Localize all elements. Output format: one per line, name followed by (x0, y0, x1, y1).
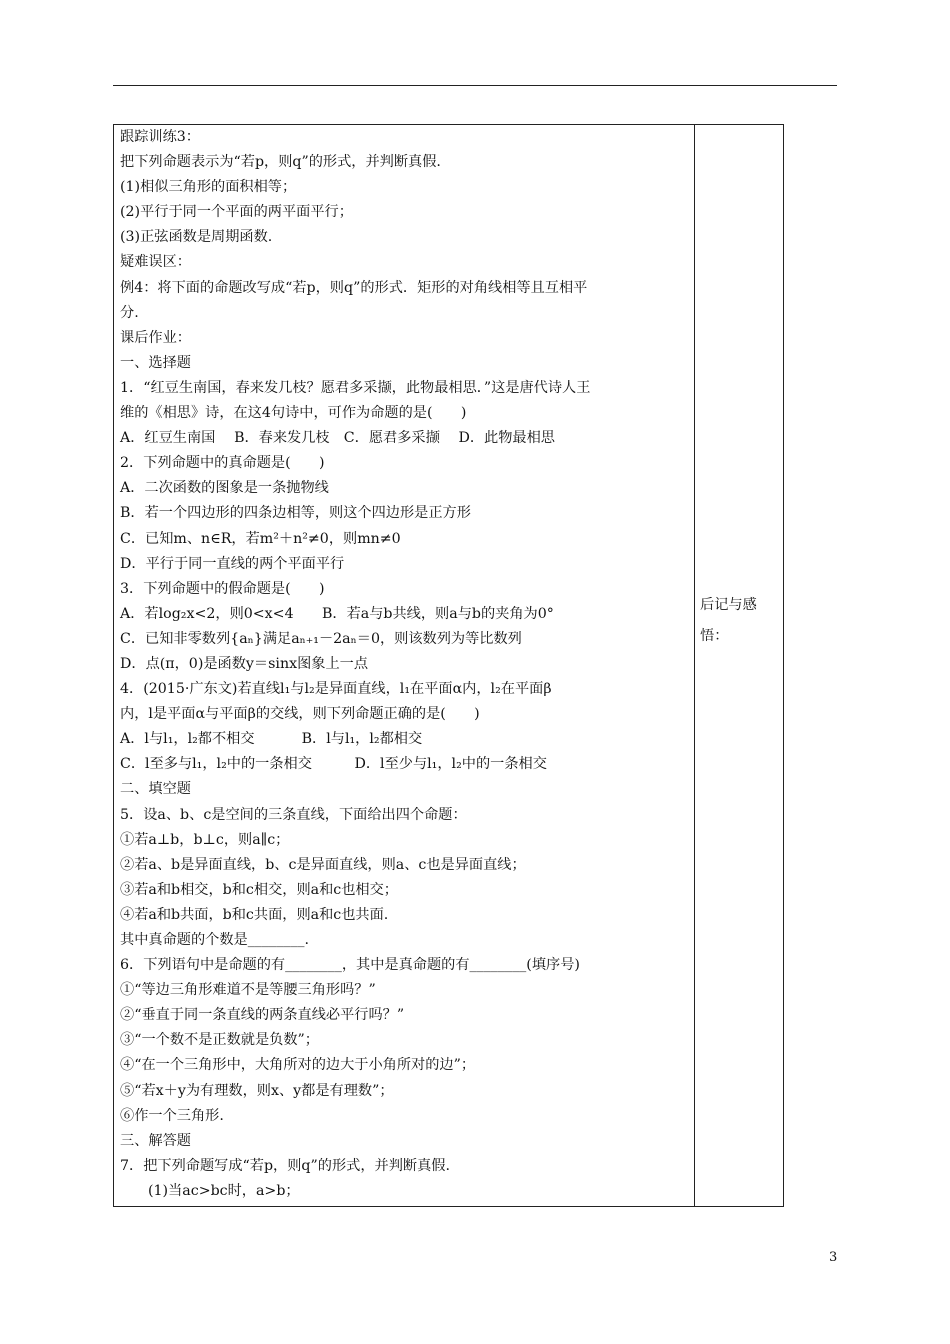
text-line: (3)正弦函数是周期函数. (120, 229, 273, 246)
proposition-item: ②“垂直于同一条直线的两条直线必平行吗？” (120, 1007, 405, 1024)
question-text: 3．下列命题中的假命题是( ) (120, 580, 325, 597)
proposition-item: ⑥作一个三角形. (120, 1107, 224, 1124)
page-number: 3 (829, 1250, 838, 1265)
proposition-item: ⑤“若x＋y为有理数，则x、y都是有理数”； (120, 1082, 394, 1099)
text-line: 分. (120, 304, 139, 321)
answer-options: A．l与l₁，l₂都不相交 B．l与l₁，l₂都相交 (120, 731, 423, 748)
main-column (120, 125, 690, 1204)
side-note: 后记与感悟： (700, 597, 757, 644)
text-line: (2)平行于同一个平面的两平面平行； (120, 204, 353, 221)
question-text: 4．(2015·广东文)若直线l₁与l₂是异面直线，l₁在平面α内，l₂在平面β (120, 681, 552, 698)
answer-options: A．若log₂x<2，则0<x<4 B．若a与b共线，则a与b的夹角为0° (120, 605, 554, 622)
column-divider (694, 124, 695, 1207)
text-line: 例4：将下面的命题改写成“若p，则q”的形式．矩形的对角线相等且互相平 (120, 279, 588, 296)
header-rule (113, 85, 837, 86)
proposition-item: ③“一个数不是正数就是负数”； (120, 1032, 319, 1049)
section-heading: 二、填空题 (120, 781, 191, 798)
text-line: 课后作业： (120, 329, 191, 346)
answer-option: D．平行于同一直线的两个平面平行 (120, 555, 345, 572)
text-line: 把下列命题表示为“若p，则q”的形式，并判断真假. (120, 154, 441, 171)
proposition-item: ②若a、b是异面直线，b、c是异面直线，则a、c也是异面直线； (120, 856, 526, 873)
answer-option: A．二次函数的图象是一条抛物线 (120, 480, 329, 497)
answer-option: D．点(π，0)是函数y＝sinx图象上一点 (120, 655, 369, 672)
question-text: 6．下列语句中是命题的有________，其中是真命题的有________(填序号) (120, 957, 580, 974)
answer-options: A．红豆生南国 B．春来发几枝 C．愿君多采撷 D．此物最相思 (120, 430, 555, 447)
answer-option: C．已知m、n∈R，若m²＋n²≠0，则mn≠0 (120, 530, 401, 547)
proposition-item: ④“在一个三角形中，大角所对的边大于小角所对的边”； (120, 1057, 476, 1074)
answer-options: C．l至多与l₁，l₂中的一条相交 D．l至少与l₁，l₂中的一条相交 (120, 756, 547, 773)
section-heading: 三、解答题 (120, 1132, 191, 1149)
proposition-item: ③若a和b相交，b和c相交，则a和c也相交； (120, 881, 398, 898)
question-text: 2．下列命题中的真命题是( ) (120, 455, 325, 472)
text-line: 跟踪训练3： (120, 129, 200, 145)
question-subitem: (1)当ac>bc时，a>b； (148, 1182, 300, 1199)
proposition-item: ①若a⊥b，b⊥c，则a∥c； (120, 831, 290, 848)
question-text: 5．设a、b、c是空间的三条直线，下面给出四个命题： (120, 806, 467, 823)
answer-option: C．已知非零数列{aₙ}满足aₙ₊₁－2aₙ＝0，则该数列为等比数列 (120, 630, 522, 647)
proposition-item: ④若a和b共面，b和c共面，则a和c也共面. (120, 906, 389, 923)
question-text: 内，l是平面α与平面β的交线，则下列命题正确的是( ) (120, 706, 480, 723)
text-line: 疑难误区： (120, 254, 191, 271)
answer-option: B．若一个四边形的四条边相等，则这个四边形是正方形 (120, 505, 471, 522)
question-text: 维的《相思》诗，在这4句诗中，可作为命题的是( ) (120, 405, 467, 422)
section-heading: 一、选择题 (120, 354, 191, 371)
text-line: (1)相似三角形的面积相等； (120, 179, 297, 196)
proposition-item: ①“等边三角形难道不是等腰三角形吗？” (120, 982, 376, 999)
question-text: 1．“红豆生南国，春来发几枝？愿君多采撷，此物最相思．”这是唐代诗人王 (120, 379, 591, 396)
question-text: 其中真命题的个数是________. (120, 932, 309, 948)
question-text: 7．把下列命题写成“若p，则q”的形式，并判断真假. (120, 1157, 450, 1174)
